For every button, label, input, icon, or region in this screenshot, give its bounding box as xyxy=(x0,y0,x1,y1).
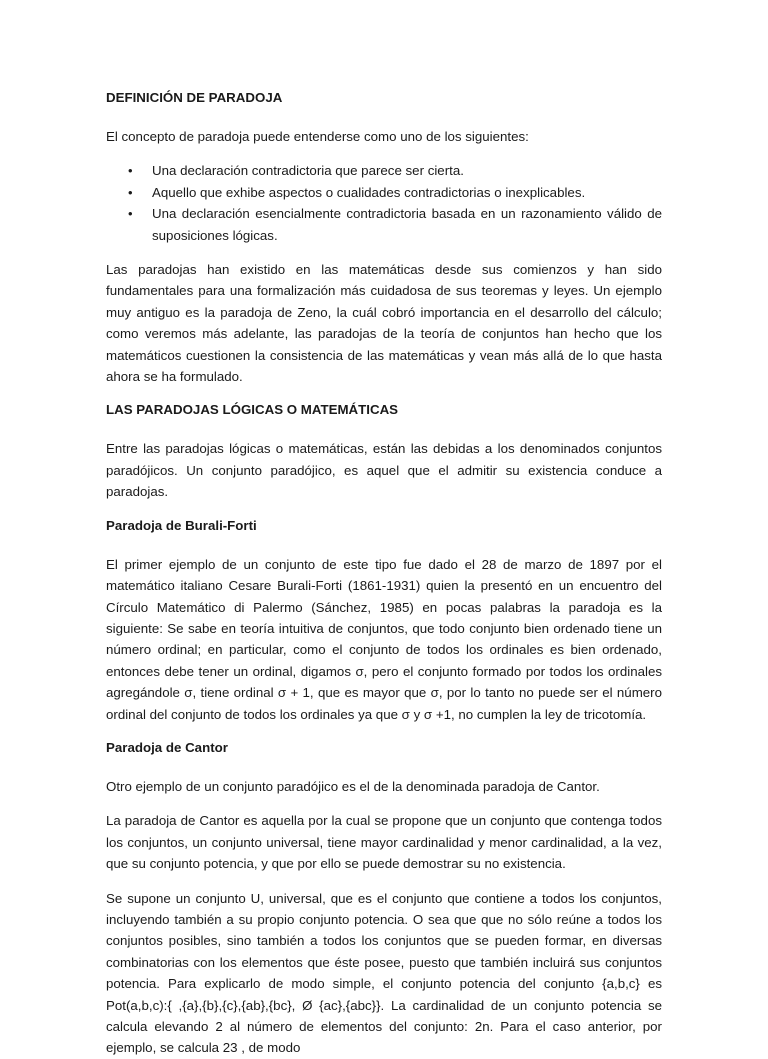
bullet-icon: • xyxy=(128,184,133,200)
list-item: • Aquello que exhibe aspectos o cualidades contradictorias o inexplicables. xyxy=(106,182,662,203)
subheading-burali-forti: Paradoja de Burali-Forti xyxy=(106,517,257,533)
list-item: • Una declaración contradictoria que parece ser cierta. xyxy=(106,160,662,181)
list-item: • Una declaración esencialmente contradictoria basada en un razonamiento válido de suposiciones lógicas. xyxy=(106,203,662,246)
paragraph-cantor-intro: Otro ejemplo de un conjunto paradójico es el de la denominada paradoja de Cantor. xyxy=(106,778,600,794)
bullet-icon: • xyxy=(128,163,133,179)
heading-paradojas-logicas: LAS PARADOJAS LÓGICAS O MATEMÁTICAS xyxy=(106,402,399,418)
intro-paragraph: El concepto de paradoja puede entenderse como uno de los siguientes: xyxy=(106,129,529,144)
paragraph-cantor-explanation: Se supone un conjunto U, universal, que es el conjunto que contiene a todos los conjuntos, incluyendo también a su propio conjunto potencia. O sea que que no sólo reúne a todos los conjuntos posibles, sino también a todos los conjuntos que se pueden formar, en diversas combinatorias con los elementos que éste posee, puesto que también incluirá sus conjuntos potencia. Para explicarlo de modo simple, el conjunto potencia del conjunto {a,b,c} es Pot(a,b,c):{ ,{a},{b},{c},{ab},{bc}, Ø {ac},{abc}}. La cardinalidad de un conjunto potencia se calcula elevando 2 al número de elementos del conjunto: 2n. Para el caso anterior, por ejemplo, se calcula 23 , de modo xyxy=(106,890,662,1056)
paragraph-cantor-definition: La paradoja de Cantor es aquella por la cual se propone que un conjunto que contenga todos los conjuntos, un conjunto universal, tiene mayor cardinalidad y menor cardinalidad, a la vez, que su conjunto potencia, y que por ello se puede demostrar su no existencia. xyxy=(106,813,662,872)
bullet-icon: • xyxy=(128,206,133,222)
subheading-cantor: Paradoja de Cantor xyxy=(106,739,228,755)
heading-definicion: DEFINICIÓN DE PARADOJA xyxy=(106,90,283,105)
paragraph-burali-forti: El primer ejemplo de un conjunto de este tipo fue dado el 28 de marzo de 1897 por el matemático italiano Cesare Burali-Forti (1861-1931) quien la presentó en un encuentro del Círculo Matemático di Palermo (Sánchez, 1985) en pocas palabras la paradoja es la siguiente: Se sabe en teoría intuitiva de conjuntos, que todo conjunto bien ordenado tiene un número ordinal; en particular, como el conjunto de todos los ordinales es bien ordenado, entonces debe tener un ordinal, digamos σ, pero el conjunto formado por todos los ordinales agregándole σ, tiene ordinal σ + 1, que es mayor que σ, por lo tanto no puede ser el número ordinal del conjunto de todos los ordinales ya que σ y σ +1, no cumplen la ley de tricotomía. xyxy=(106,556,662,722)
paragraph-conjuntos-paradojicos: Entre las paradojas lógicas o matemáticas, están las debidas a los denominados conjuntos paradójicos. Un conjunto paradójico, es aquel que el admitir su existencia conduce a paradojas. xyxy=(106,441,662,500)
paragraph-history: Las paradojas han existido en las matemáticas desde sus comienzos y han sido fundamentales para una formalización más cuidadosa de sus teoremas y leyes. Un ejemplo muy antiguo es la paradoja de Zeno, la cuál cobró importancia en el desarrollo del cálculo; como veremos más adelante, las paradojas de la teoría de conjuntos han hecho que los matemáticos cuestionen la consistencia de las matemáticas y vean más allá de lo que hasta ahora se ha formulado. xyxy=(106,262,662,385)
definition-list xyxy=(106,160,662,246)
